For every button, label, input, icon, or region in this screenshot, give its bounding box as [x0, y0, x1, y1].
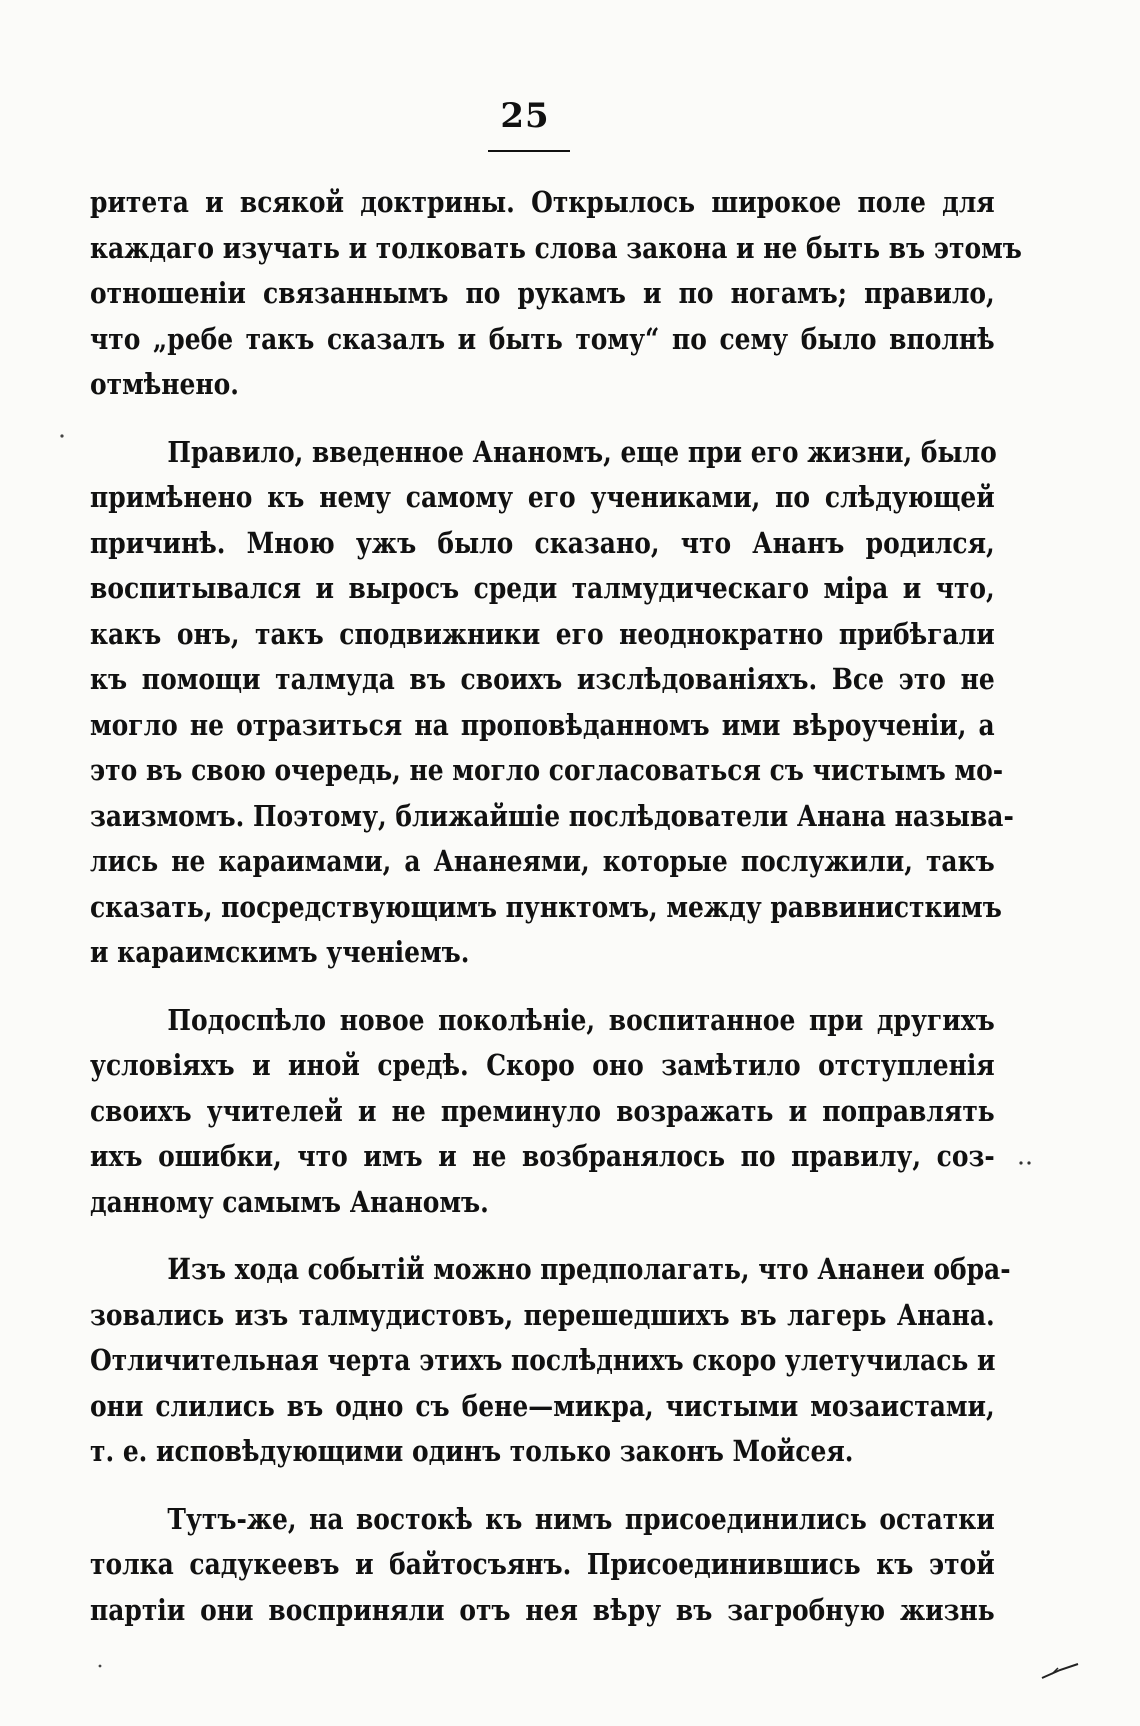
text-line: Тутъ-же, на востокѣ къ нимъ присоединились остатки	[167, 1501, 995, 1536]
text-line: каждаго изучать и толковать слова закона и не быть въ этомъ	[90, 230, 1022, 265]
text-line: т. е. исповѣдующими одинъ только законъ Мойсея.	[90, 1434, 854, 1468]
text-line: своихъ учителей и не преминуло возражать и поправлять	[90, 1093, 995, 1128]
text-line: Изъ хода событiй можно предполагать, что Ананеи обра-	[167, 1252, 1011, 1286]
text-line: заизмомъ. Поэтому, ближайшiе послѣдователи Анана называ-	[90, 798, 1014, 833]
scan-speck-icon	[58, 432, 66, 440]
scan-speck-icon	[96, 1662, 104, 1670]
paragraph-5	[90, 1497, 995, 1634]
page-number-rule	[488, 150, 570, 152]
text-line: они слились въ одно съ бене—микра, чистыми мозаистами,	[90, 1388, 995, 1423]
text-line: толка садукеевъ и байтосъянъ. Присоединившись къ этой	[90, 1547, 995, 1581]
text-body	[90, 180, 1022, 1633]
page-number: 25	[500, 96, 550, 136]
paragraph-1	[90, 180, 1022, 408]
text-line: ихъ ошибки, что имъ и не возбранялось по правилу, соз-	[90, 1139, 995, 1173]
text-line: отношенiи связаннымъ по рукамъ и по ногамъ; правило,	[90, 276, 995, 310]
text-line: Правило, введенное Ананомъ, еще при его жизни, было	[167, 434, 997, 469]
scan-speck-icon	[1018, 1158, 1032, 1168]
text-line: къ помощи талмуда въ своихъ изслѣдованiяхъ. Все это не	[90, 662, 995, 696]
paragraph-3	[90, 998, 995, 1226]
paragraph-4	[90, 1247, 1011, 1475]
text-line: это въ свою очередь, не могло согласоваться съ чистымъ мо-	[90, 753, 1004, 787]
text-line: могло не отразиться на проповѣданномъ ими вѣроученiи, а	[90, 707, 995, 742]
text-line: что „ребе такъ сказалъ и быть тому“ по сему было вполнѣ	[90, 321, 995, 356]
text-line: партiи они восприняли отъ нея вѣру въ загробную жизнь	[90, 1592, 995, 1627]
text-line: сказать, посредствующимъ пунктомъ, между раввинисткимъ	[90, 889, 1002, 924]
paragraph-2	[90, 430, 1014, 976]
text-line: воспитывался и выросъ среди талмудическаго мiра и что,	[90, 571, 995, 605]
text-line: и караимскимъ ученiемъ.	[90, 935, 470, 969]
text-line: ритета и всякой доктрины. Открылось широкое поле для	[90, 185, 995, 219]
text-line: Подоспѣло новое поколѣнiе, воспитанное при другихъ	[167, 1002, 995, 1037]
text-line: примѣнено къ нему самому его учениками, по слѣдующей	[90, 480, 995, 514]
text-line: условiяхъ и иной средѣ. Скоро оно замѣтило отступленiя	[90, 1048, 995, 1082]
text-line: отмѣнено.	[90, 367, 239, 401]
text-line: Отличительная черта этихъ послѣднихъ скоро улетучилась и	[90, 1343, 996, 1377]
text-line: зовались изъ талмудистовъ, перешедшихъ въ лагерь Анана.	[90, 1297, 995, 1332]
text-line: причинѣ. Мною ужъ было сказано, что Ананъ родился,	[90, 525, 995, 560]
scan-mark-icon	[1040, 1660, 1080, 1682]
text-line: данному самымъ Ананомъ.	[90, 1184, 489, 1219]
text-line: какъ онъ, такъ сподвижники его неоднократно прибѣгали	[90, 616, 995, 651]
text-line: лись не караимами, а Ананеями, которые послужили, такъ	[90, 844, 995, 878]
